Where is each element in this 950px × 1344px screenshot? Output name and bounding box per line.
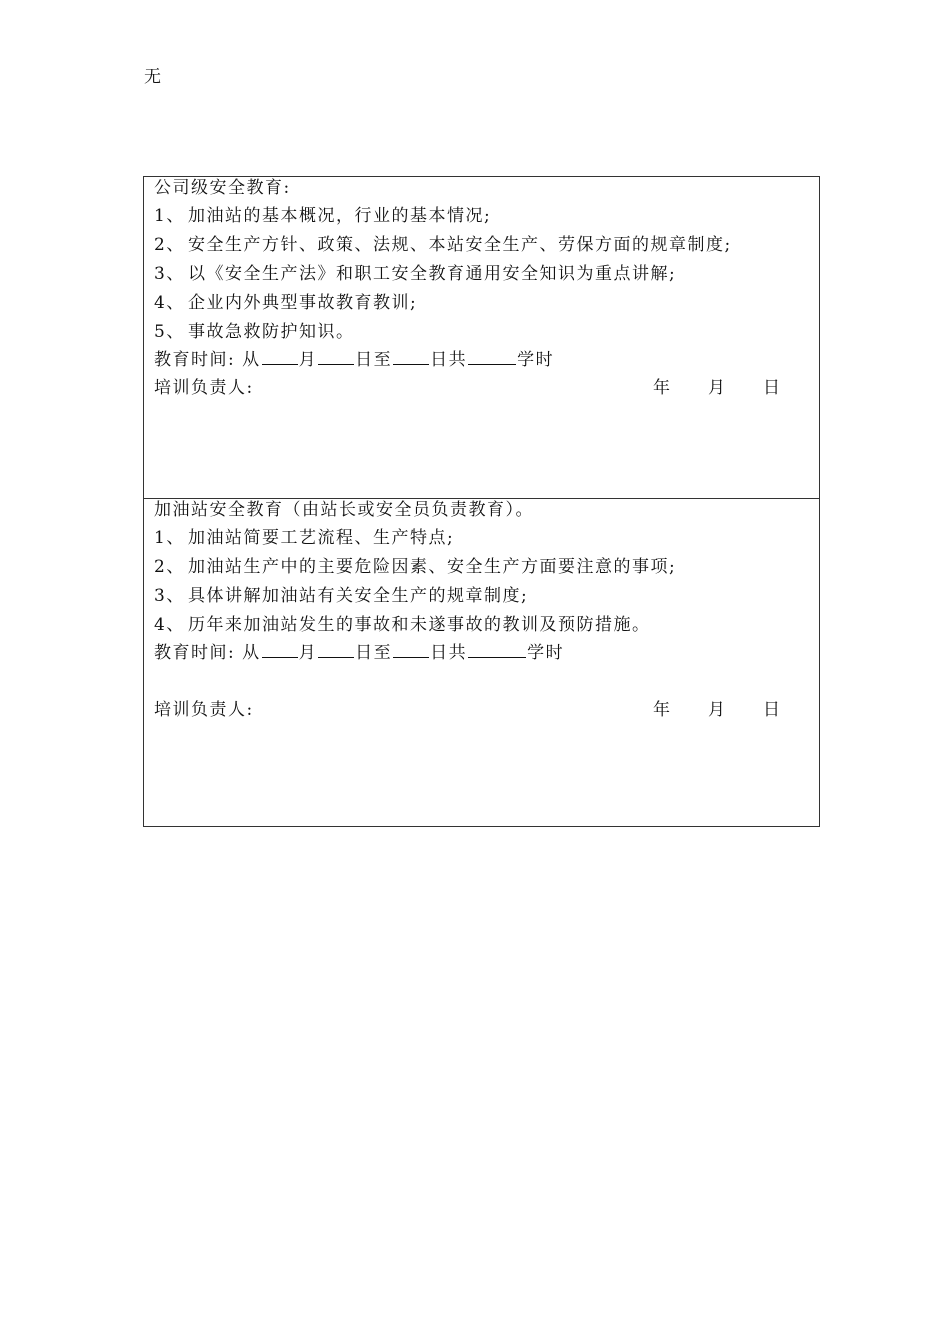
- item-text: 加油站生产中的主要危险因素、安全生产方面要注意的事项;: [188, 557, 677, 577]
- end-day-blank-field[interactable]: [393, 642, 429, 658]
- item-number: 3、: [154, 586, 185, 606]
- list-item: [154, 292, 417, 314]
- section-title: 公司级安全教育:: [154, 178, 291, 198]
- list-item: [154, 321, 355, 343]
- top-note: 无: [144, 67, 161, 87]
- section-title: 加油站安全教育（由站长或安全员负责教育）。: [154, 500, 534, 520]
- company-safety-education-section: [144, 177, 819, 498]
- year-label: 年: [653, 700, 670, 720]
- list-item: [154, 556, 676, 578]
- time-label: 教育时间: 从: [154, 350, 261, 370]
- item-number: 3、: [154, 264, 185, 284]
- day-to-label: 日至: [355, 643, 393, 663]
- station-safety-education-section: [144, 498, 819, 826]
- day-blank-field[interactable]: [318, 349, 354, 365]
- item-number: 2、: [154, 557, 185, 577]
- item-text: 具体讲解加油站有关安全生产的规章制度;: [188, 586, 529, 606]
- trainer-label: 培训负责人:: [154, 700, 254, 720]
- item-number: 1、: [154, 528, 185, 548]
- day-total-label: 日共: [430, 350, 468, 370]
- month-label: 月: [708, 700, 725, 720]
- item-number: 5、: [154, 322, 185, 342]
- item-number: 4、: [154, 615, 185, 635]
- month-blank-field[interactable]: [262, 349, 298, 365]
- month-blank-field[interactable]: [262, 642, 298, 658]
- day-blank-field[interactable]: [318, 642, 354, 658]
- list-item: [154, 234, 732, 256]
- list-item: [154, 205, 491, 227]
- trainer-label: 培训负责人:: [154, 378, 254, 398]
- month-label: 月: [708, 378, 725, 398]
- item-text: 加油站的基本概况，行业的基本情况;: [188, 206, 492, 226]
- item-text: 事故急救防护知识。: [188, 322, 355, 342]
- item-number: 1、: [154, 206, 185, 226]
- hours-blank-field[interactable]: [468, 642, 526, 658]
- day-label: 日: [763, 700, 780, 720]
- day-total-label: 日共: [430, 643, 468, 663]
- hours-blank-field[interactable]: [468, 349, 516, 365]
- item-text: 安全生产方针、政策、法规、本站安全生产、劳保方面的规章制度;: [188, 235, 732, 255]
- item-number: 2、: [154, 235, 185, 255]
- end-day-blank-field[interactable]: [393, 349, 429, 365]
- list-item: [154, 527, 454, 549]
- year-label: 年: [653, 378, 670, 398]
- item-text: 历年来加油站发生的事故和未遂事故的教训及预防措施。: [188, 615, 651, 635]
- signature-date: [653, 377, 780, 399]
- hours-label: 学时: [517, 350, 555, 370]
- day-to-label: 日至: [355, 350, 393, 370]
- education-time-row: [154, 642, 564, 664]
- safety-education-form: [143, 176, 820, 827]
- education-time-row: [154, 349, 554, 371]
- signature-date: [653, 699, 780, 721]
- list-item: [154, 585, 528, 607]
- item-text: 企业内外典型事故教育教训;: [188, 293, 418, 313]
- item-number: 4、: [154, 293, 185, 313]
- day-label: 日: [763, 378, 780, 398]
- item-text: 以《安全生产法》和职工安全教育通用安全知识为重点讲解;: [188, 264, 677, 284]
- list-item: [154, 614, 651, 636]
- list-item: [154, 263, 676, 285]
- month-label: 月: [298, 643, 318, 663]
- time-label: 教育时间: 从: [154, 643, 261, 663]
- hours-label: 学时: [527, 643, 565, 663]
- item-text: 加油站简要工艺流程、生产特点;: [188, 528, 455, 548]
- month-label: 月: [298, 350, 318, 370]
